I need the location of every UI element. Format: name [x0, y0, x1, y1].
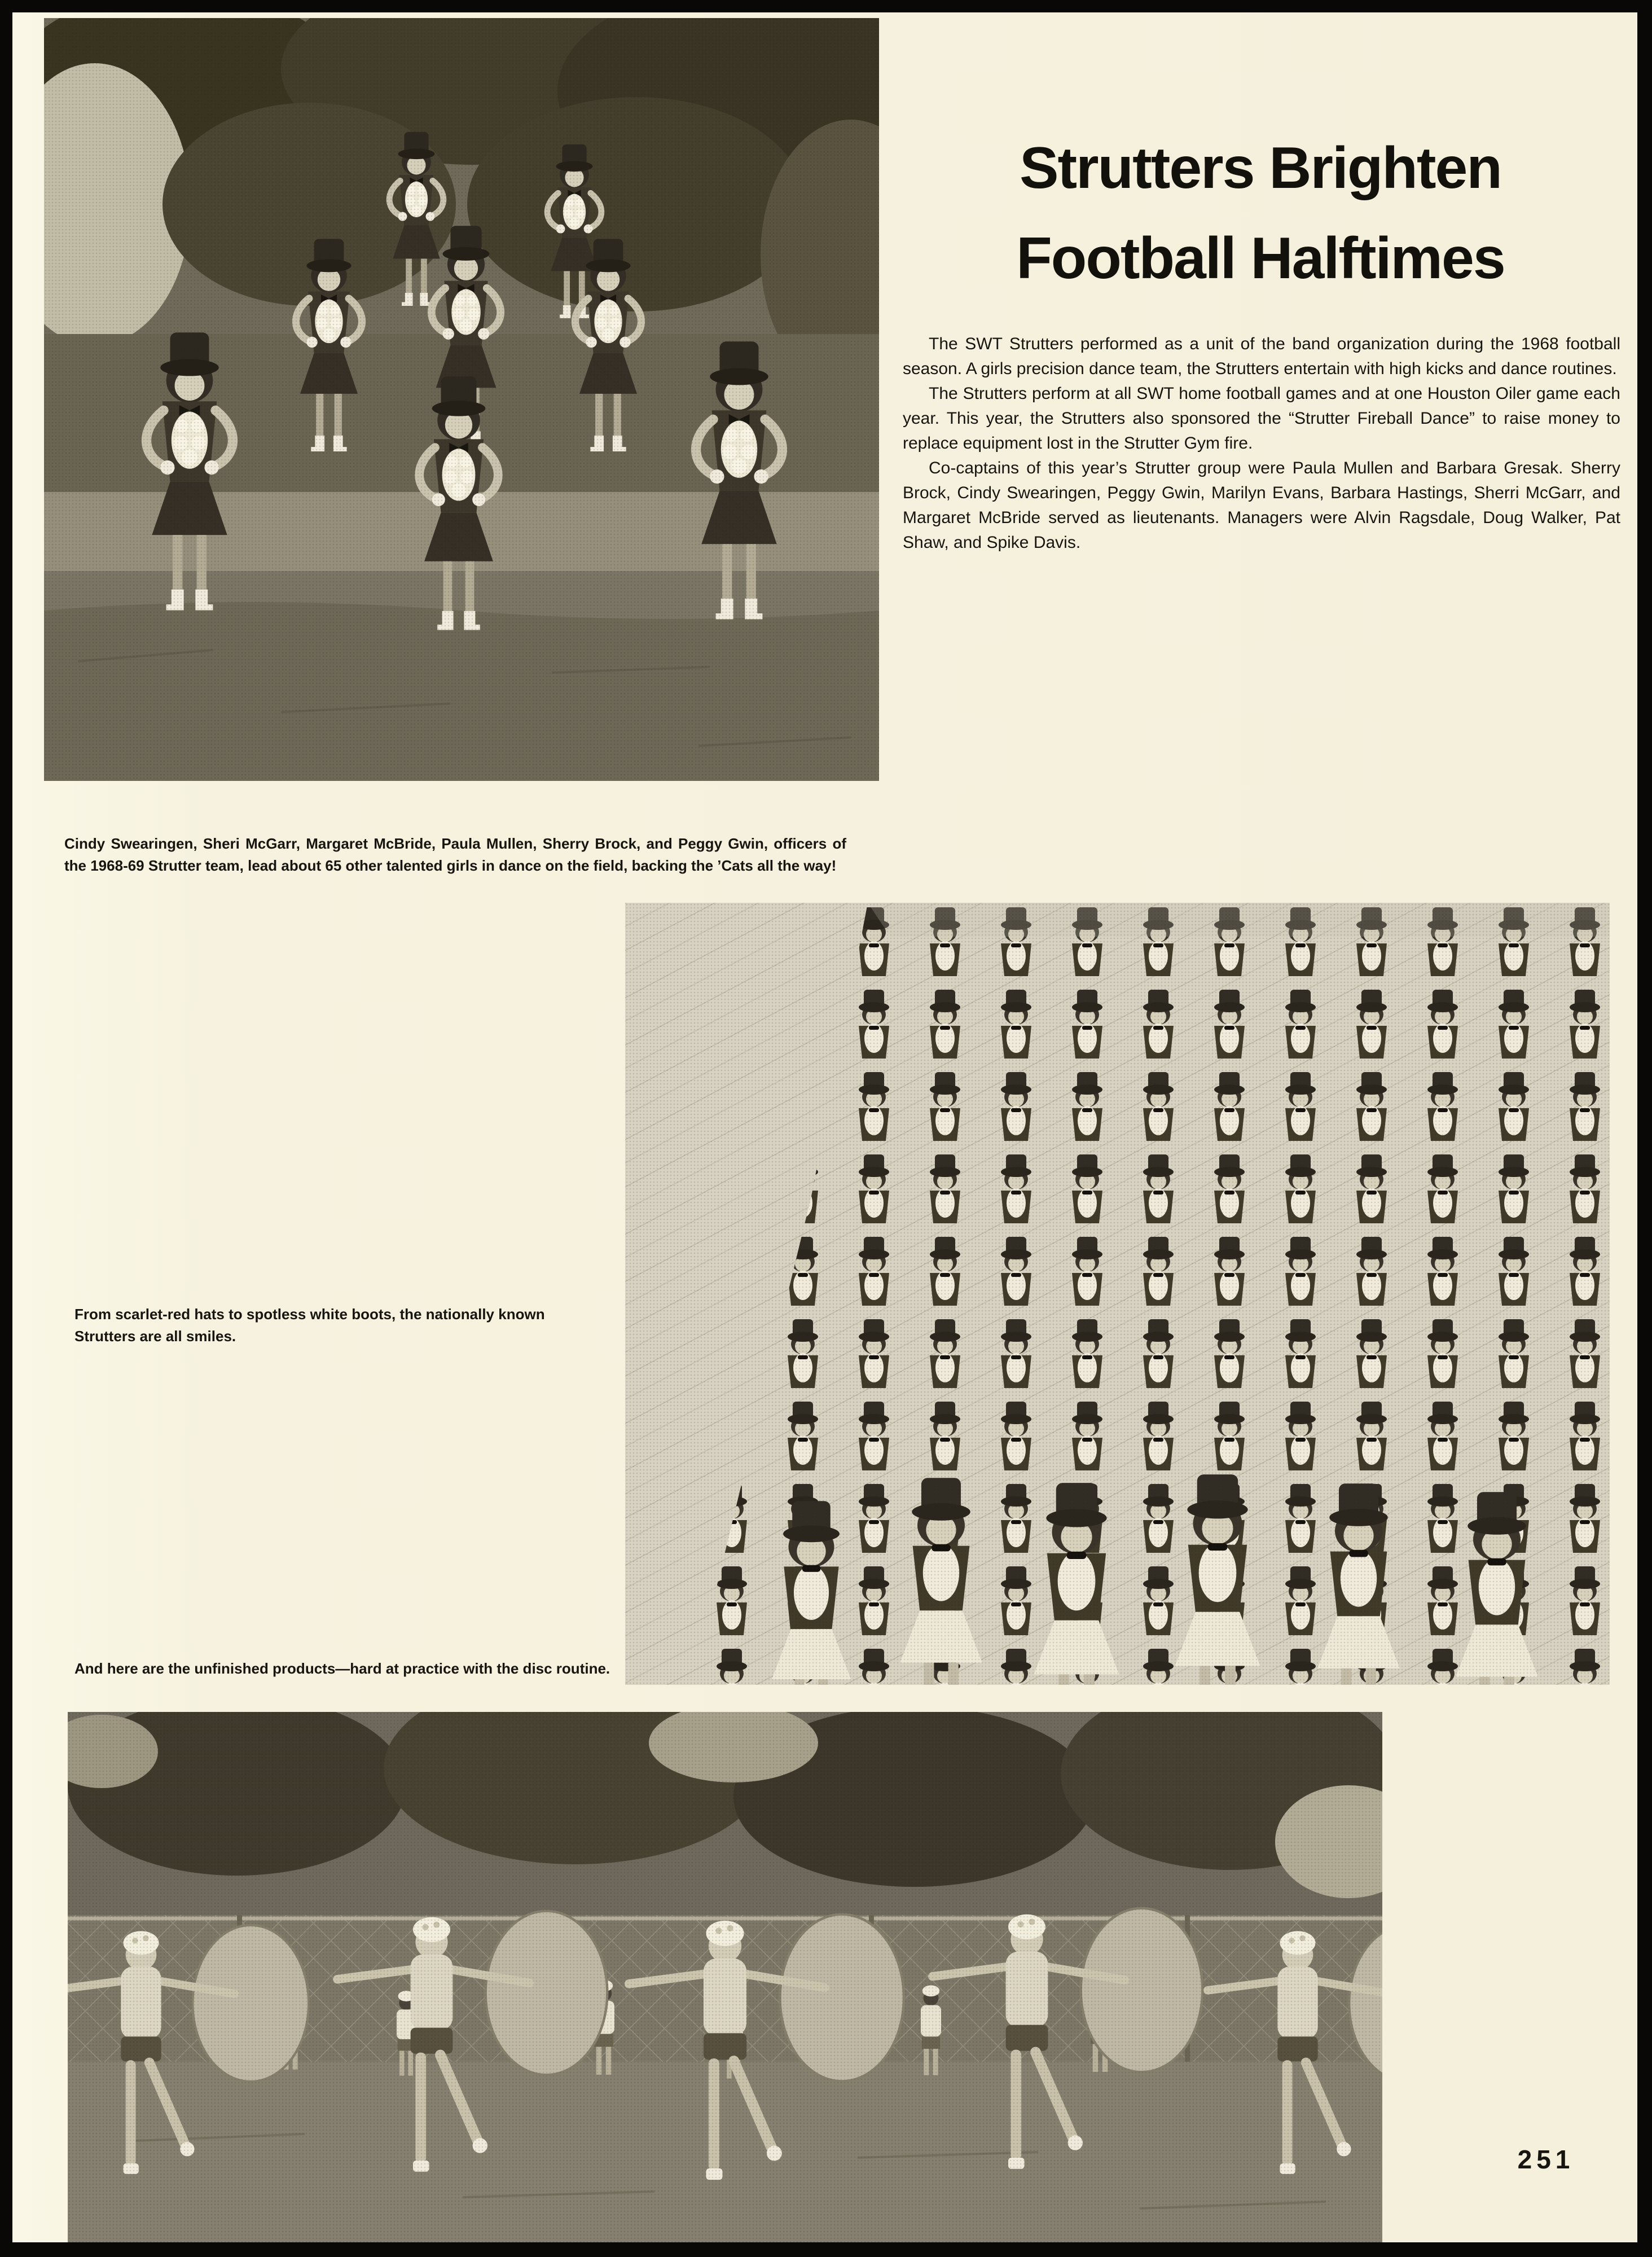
article-paragraph-1: The SWT Strutters performed as a unit of the band organization during the 1968 football season. A girls precision dance team, the Strutters entertain with high kicks and dance routines. — [903, 335, 1620, 378]
formation-photo-art — [625, 903, 1610, 1685]
practice-caption: And here are the unfinished products—hard at practice with the disc routine. — [74, 1660, 610, 1677]
yearbook-page — [12, 12, 1637, 2242]
page-number: 251 — [1517, 2145, 1575, 2174]
headline-line-2: Football Halftimes — [1016, 226, 1505, 291]
practice-photo — [68, 1712, 1382, 2242]
article-body — [903, 332, 1620, 555]
formation-photo — [625, 903, 1610, 1685]
article-paragraph-2: The Strutters perform at all SWT home football games and at one Houston Oiler game each year. This year, the Strutters also sponsored the “Strutter Fireball Dance” to raise money to replace equipment lost in the Strutter Gym fire. — [903, 384, 1620, 453]
smiles-caption: From scarlet-red hats to spotless white boots, the nationally known Strutters are all smiles. — [74, 1306, 545, 1345]
officers-photo-art — [44, 18, 879, 781]
article-headline — [902, 123, 1619, 304]
officers-photo-caption: Cindy Swearingen, Sheri McGarr, Margaret McBride, Paula Mullen, Sherry Brock, and Peggy Gwin, officers of the 1968-69 Strutter team, lead about 65 other talented girls in dance on the field, backing the ’Cats all the way! — [64, 835, 846, 874]
officers-photo — [44, 18, 879, 781]
headline-line-1: Strutters Brighten — [1020, 135, 1501, 201]
article-paragraph-3: Co-captains of this year’s Strutter group were Paula Mullen and Barbara Gresak. Sherry Brock, Cindy Swearingen, Peggy Gwin, Marilyn Evans, Barbara Hastings, Sherri McGarr, and Margaret McBride served as lieutenants. Managers were Alvin Ragsdale, Doug Walker, Pat Shaw, and Spike Davis. — [903, 459, 1620, 552]
practice-photo-art — [68, 1712, 1382, 2242]
